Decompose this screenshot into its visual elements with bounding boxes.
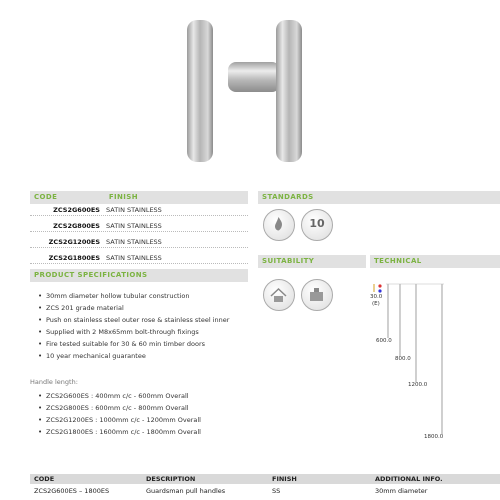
row-code: ZCS2G1800ES	[48, 254, 100, 262]
bottom-row-finish: SS	[272, 487, 281, 495]
list-item: • 10 year mechanical guarantee	[38, 350, 229, 362]
handle-length-label: Handle length:	[30, 378, 78, 386]
dim-label-1800: 1800.0	[424, 434, 444, 440]
list-item: • ZCS2G1800ES : 1600mm c/c - 1800mm Overall	[38, 426, 201, 438]
door-suitability-icon	[263, 279, 295, 311]
row-code: ZCS2G600ES	[53, 206, 100, 214]
list-item: • ZCS 201 grade material	[38, 302, 229, 314]
list-item: • ZCS2G800ES : 600mm c/c - 800mm Overall	[38, 402, 201, 414]
fire-rated-badge-icon	[263, 209, 295, 241]
guarantee-badge-icon	[301, 209, 333, 241]
row-code: ZCS2G800ES	[53, 222, 100, 230]
row-finish: SATIN STAINLESS	[106, 254, 162, 262]
list-item: • 30mm diameter hollow tubular construction	[38, 290, 229, 302]
list-item: • Push on stainless steel outer rose & stainless steel inner	[38, 314, 229, 326]
list-item: • ZCS2G600ES : 400mm c/c - 600mm Overall	[38, 390, 201, 402]
dim-label-800: 800.0	[395, 356, 411, 362]
dim-label-600: 600.0	[376, 338, 392, 344]
list-item: • Supplied with 2 M8x65mm bolt-through fixings	[38, 326, 229, 338]
technical-title: TECHNICAL	[374, 257, 422, 265]
table-row	[30, 253, 248, 264]
table-row	[30, 221, 248, 232]
product-specs-header	[30, 269, 248, 282]
finish-header: FINISH	[108, 193, 138, 201]
code-header: CODE	[34, 193, 58, 201]
table-row	[30, 237, 248, 248]
standards-header	[258, 191, 500, 204]
row-code: ZCS2G1200ES	[48, 238, 100, 246]
bottom-header-finish: FINISH	[272, 475, 297, 483]
code-finish-header	[30, 191, 248, 204]
diameter-label: 30.0	[370, 294, 383, 300]
left-handle	[187, 20, 213, 162]
bottom-header-code: CODE	[34, 475, 55, 483]
diameter-sub-label: (E)	[372, 301, 380, 307]
guarantee-number: 10	[309, 217, 325, 230]
spec-list	[38, 290, 229, 362]
row-finish: SATIN STAINLESS	[106, 206, 162, 214]
bottom-header-description: DESCRIPTION	[146, 475, 196, 483]
bottom-row-additional: 30mm diameter	[375, 487, 428, 495]
handle-standoff	[228, 62, 280, 92]
bottom-row-code: ZCS2G600ES – 1800ES	[34, 487, 110, 495]
row-finish: SATIN STAINLESS	[106, 222, 162, 230]
suitability-header	[258, 255, 366, 268]
right-handle	[276, 20, 302, 162]
technical-drawing	[370, 270, 500, 450]
dim-label-1200: 1200.0	[408, 382, 428, 388]
building-suitability-icon	[301, 279, 333, 311]
suitability-title: SUITABILITY	[262, 257, 315, 265]
list-item: • Fire tested suitable for 30 & 60 min timber doors	[38, 338, 229, 350]
bottom-row-description: Guardsman pull handles	[146, 487, 226, 495]
product-specs-title: PRODUCT SPECIFICATIONS	[34, 271, 148, 279]
technical-header	[370, 255, 500, 268]
bottom-header-additional: ADDITIONAL INFO.	[375, 475, 443, 483]
table-row	[30, 205, 248, 216]
row-finish: SATIN STAINLESS	[106, 238, 162, 246]
product-photo	[0, 0, 500, 180]
list-item: • ZCS2G1200ES : 1000mm c/c - 1200mm Overall	[38, 414, 201, 426]
handle-length-list	[38, 390, 201, 438]
standards-title: STANDARDS	[262, 193, 314, 201]
